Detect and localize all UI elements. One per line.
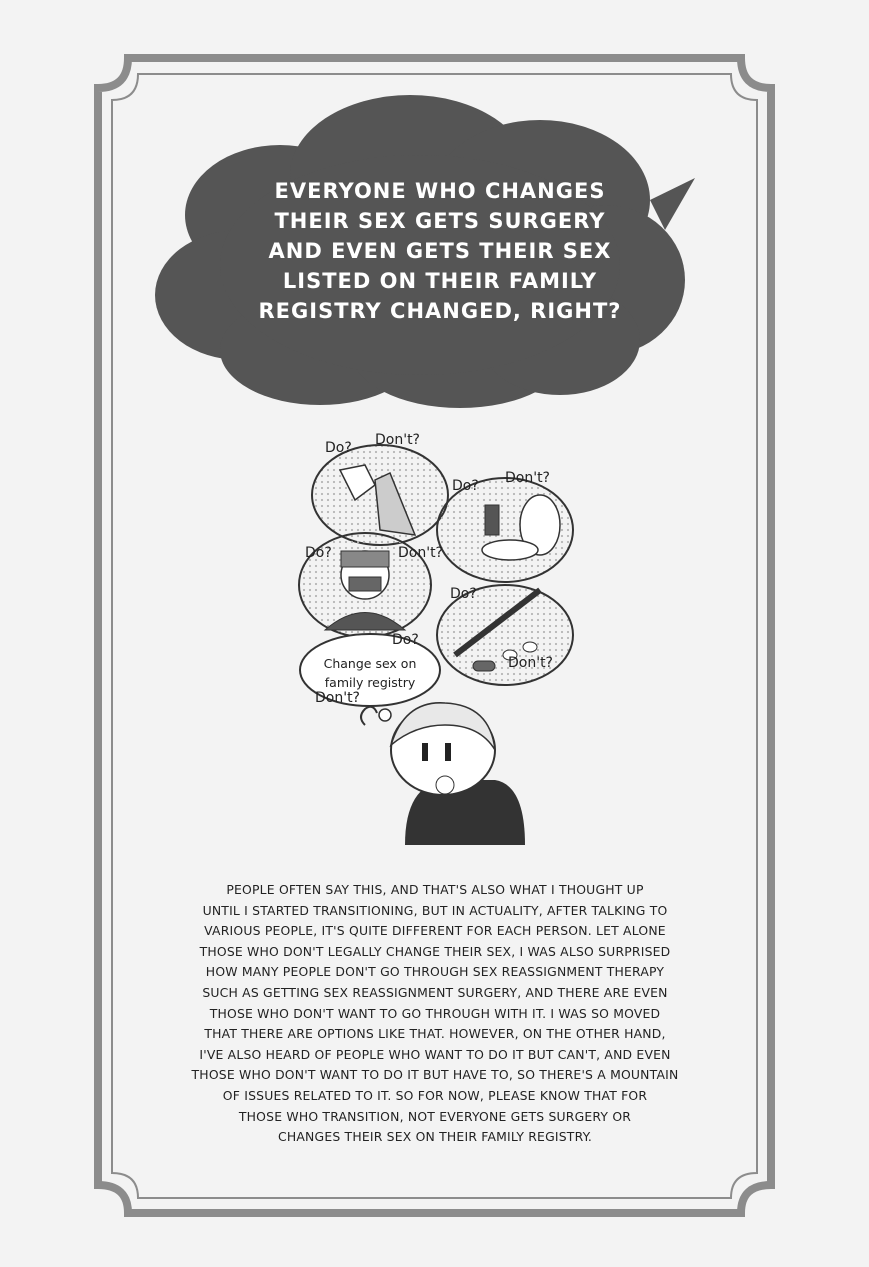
cloud-text [240,176,640,326]
registry-bubble-text [300,654,440,692]
body-line: VARIOUS PEOPLE, IT'S QUITE DIFFERENT FOR EACH PERSON. LET ALONE [204,923,666,939]
body-line: HOW MANY PEOPLE DON'T GO THROUGH SEX REASSIGNMENT THERAPY [205,964,665,980]
registry-line: family registry [324,675,416,690]
cloud-line: THEIR SEX GETS SURGERY [274,209,606,233]
cloud-line: LISTED ON THEIR FAMILY [282,269,598,293]
dont-label: Don't? [398,545,443,561]
dont-label: Don't? [508,655,553,671]
body-line: THOSE WHO DON'T WANT TO GO THROUGH WITH IT. I WAS SO MOVED [209,1005,661,1021]
body-line: SUCH AS GETTING SEX REASSIGNMENT SURGERY, AND THERE ARE EVEN [202,984,668,1000]
dont-label: Don't? [505,470,550,486]
body-line: THOSE WHO DON'T LEGALLY CHANGE THEIR SEX, I WAS ALSO SURPRISED [199,943,671,959]
dont-label: Don't? [315,690,360,706]
cloud-line: REGISTRY CHANGED, RIGHT? [258,299,622,323]
body-line: THOSE WHO TRANSITION, NOT EVERYONE GETS SURGERY OR [238,1108,632,1124]
body-line: UNTIL I STARTED TRANSITIONING, BUT IN ACTUALITY, AFTER TALKING TO [202,902,668,918]
body-line: OF ISSUES RELATED TO IT. SO FOR NOW, PLEASE KNOW THAT FOR [222,1087,648,1103]
body-line: PEOPLE OFTEN SAY THIS, AND THAT'S ALSO WHAT I THOUGHT UP [226,882,644,897]
do-label: Do? [452,478,479,494]
do-label: Do? [305,545,332,561]
clothes-thought-bubble [312,445,448,545]
body-line: CHANGES THEIR SEX ON THEIR FAMILY REGISTRY. [278,1129,592,1145]
do-label: Do? [450,586,477,602]
character-illustration [295,425,585,865]
do-label: Do? [392,632,419,648]
do-label: Do? [325,440,352,456]
body-line: THAT THERE ARE OPTIONS LIKE THAT. HOWEVER, ON THE OTHER HAND, [204,1026,666,1042]
cloud-line: AND EVEN GETS THEIR SEX [268,239,612,263]
body-paragraph [165,880,705,1148]
cloud-line: EVERYONE WHO CHANGES [274,179,606,203]
body-line: THOSE WHO DON'T WANT TO DO IT BUT HAVE TO, SO THERE'S A MOUNTAIN [191,1067,679,1083]
dont-label: Don't? [375,432,420,448]
character [361,703,525,845]
body-line: I'VE ALSO HEARD OF PEOPLE WHO WANT TO DO IT BUT CAN'T, AND EVEN [199,1046,671,1062]
registry-line: Change sex on [323,656,417,671]
